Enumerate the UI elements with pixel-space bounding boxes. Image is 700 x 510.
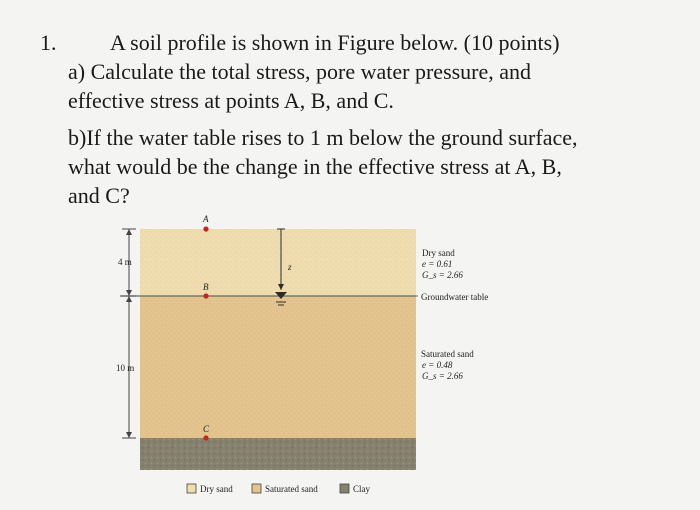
legend-label-saturated-sand: Saturated sand (265, 484, 318, 494)
groundwater-table-label: Groundwater table (421, 292, 489, 302)
sat-sand-e: e = 0.48 (422, 360, 453, 370)
point-b-marker (203, 293, 208, 298)
legend-swatch-saturated-sand (252, 484, 261, 493)
dry-sand-gs: G_s = 2.66 (422, 270, 463, 280)
clay-layer (140, 438, 416, 470)
legend-label-clay: Clay (353, 484, 370, 494)
question-line-4: b)If the water table rises to 1 m below the ground surface, (68, 125, 578, 150)
dry-sand-title: Dry sand (422, 248, 455, 258)
question-line-1: A soil profile is shown in Figure below. (10 points) (110, 30, 560, 55)
question-line-6: and C? (68, 183, 130, 208)
sat-sand-title: Saturated sand (421, 349, 474, 359)
point-b-label: B (203, 282, 209, 292)
dry-sand-layer (140, 229, 416, 296)
legend-swatch-clay (340, 484, 349, 493)
point-a-marker (203, 226, 208, 231)
dimension-10m: 10 m (116, 363, 135, 373)
question-line-2: a) Calculate the total stress, pore water pressure, and (68, 59, 532, 84)
legend-label-dry-sand: Dry sand (200, 484, 233, 494)
point-c-marker (203, 435, 208, 440)
legend (187, 484, 370, 494)
z-label: z (288, 262, 292, 272)
question-line-5: what would be the change in the effective stress at A, B, (68, 154, 562, 179)
question-line-3: effective stress at points A, B, and C. (68, 88, 394, 113)
question-number: 1. (40, 30, 57, 55)
sat-sand-gs: G_s = 2.66 (422, 371, 463, 381)
point-a-label: A (203, 214, 209, 224)
dry-sand-e: e = 0.61 (422, 259, 453, 269)
legend-swatch-dry-sand (187, 484, 196, 493)
dimension-4m: 4 m (118, 257, 132, 267)
saturated-sand-layer (140, 296, 416, 438)
point-c-label: C (203, 424, 210, 434)
